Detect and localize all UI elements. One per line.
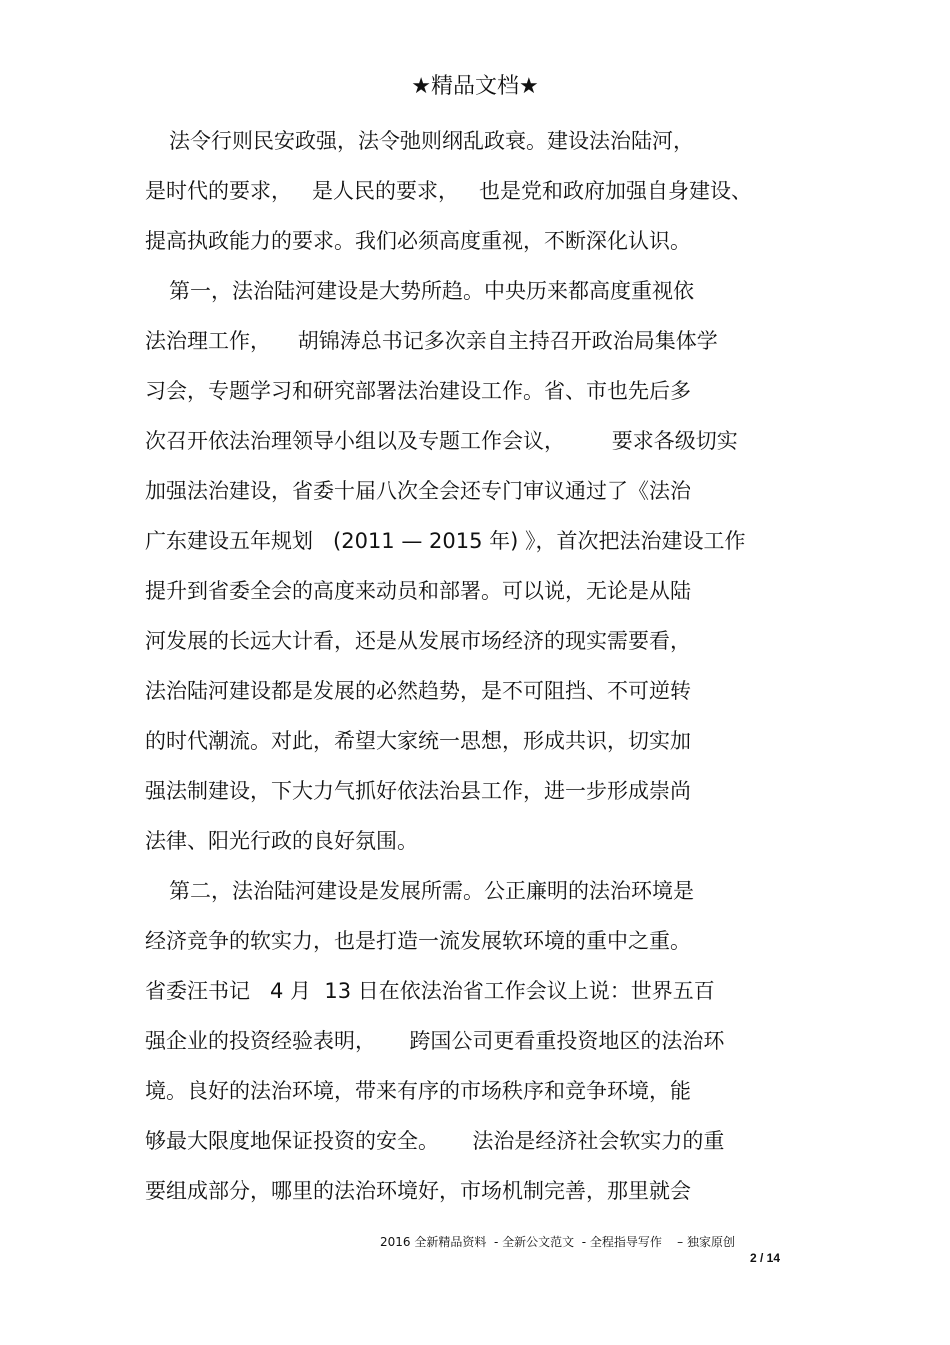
text-line: 加强法治建设，省委十届八次全会还专门审议通过了《法治: [145, 479, 691, 503]
footer-slogan: 2016 全新精品资料 - 全新公文范文 - 全程指导写作 – 独家原创: [380, 1235, 735, 1249]
text-line: 次召开依法治理领导小组以及专题工作会议， 要求各级切实: [145, 429, 738, 453]
text-line: 要组成部分，哪里的法治环境好，市场机制完善，那里就会: [145, 1179, 691, 1203]
text-line: 境。良好的法治环境，带来有序的市场秩序和竞争环境，能: [145, 1079, 691, 1103]
text-line: 第二，法治陆河建设是发展所需。公正廉明的法治环境是: [169, 879, 694, 903]
text-line: 河发展的长远大计看，还是从发展市场经济的现实需要看，: [145, 629, 691, 653]
text-line: 习会，专题学习和研究部署法治建设工作。省、市也先后多: [145, 379, 691, 403]
text-line: 法令行则民安政强，法令弛则纲乱政衰。建设法治陆河，: [169, 129, 694, 153]
document-footer: [380, 1234, 780, 1266]
text-line: 的时代潮流。对此，希望大家统一思想，形成共识，切实加: [145, 729, 691, 753]
header-title: ★精品文档★: [411, 74, 539, 99]
text-line: 广东建设五年规划 (2011 — 2015 年) 》，首次把法治建设工作: [145, 529, 746, 553]
text-line: 法律、阳光行政的良好氛围。: [145, 829, 418, 853]
text-line: 省委汪书记 4 月 13 日在依法治省工作会议上说：世界五百: [145, 979, 715, 1003]
document-body: [145, 122, 805, 1222]
text-line: 经济竞争的软实力，也是打造一流发展软环境的重中之重。: [145, 929, 691, 953]
text-line: 第一，法治陆河建设是大势所趋。中央历来都高度重视依: [169, 279, 694, 303]
text-line: 提高执政能力的要求。我们必须高度重视，不断深化认识。: [145, 229, 691, 253]
text-line: 是时代的要求， 是人民的要求， 也是党和政府加强自身建设、: [145, 179, 753, 203]
text-line: 法治理工作， 胡锦涛总书记多次亲自主持召开政治局集体学: [145, 329, 718, 353]
text-line: 够最大限度地保证投资的安全。 法治是经济社会软实力的重: [145, 1129, 725, 1153]
text-line: 法治陆河建设都是发展的必然趋势，是不可阻挡、不可逆转: [145, 679, 691, 703]
document-header: [0, 70, 950, 104]
text-line: 提升到省委全会的高度来动员和部署。可以说，无论是从陆: [145, 579, 691, 603]
text-line: 强法制建设，下大力气抓好依法治县工作，进一步形成崇尚: [145, 779, 691, 803]
page-number: 2 / 14: [749, 1251, 780, 1265]
text-line: 强企业的投资经验表明， 跨国公司更看重投资地区的法治环: [145, 1029, 725, 1053]
